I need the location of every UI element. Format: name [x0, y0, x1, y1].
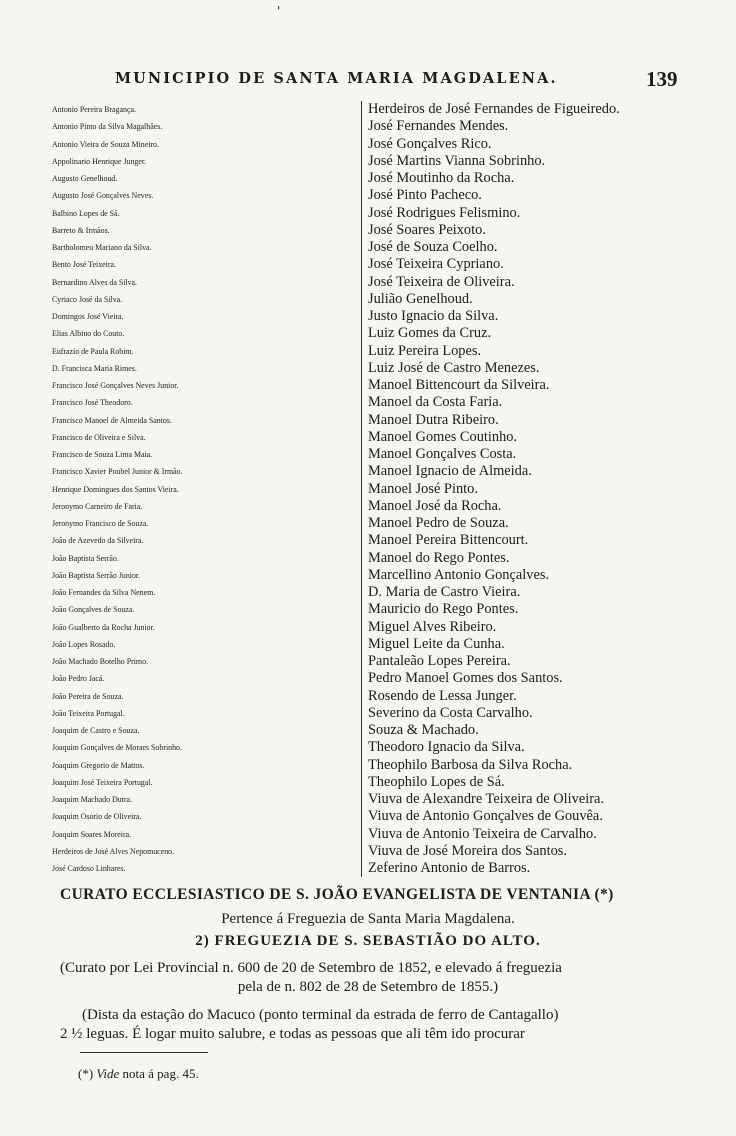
footnote-rule — [80, 1052, 208, 1053]
list-item: Viuva de José Moreira dos Santos. — [368, 842, 567, 859]
list-item: Bartholomeu Mariano da Silva. — [52, 243, 152, 252]
list-item: Manoel Pereira Bittencourt. — [368, 532, 529, 549]
page-header — [0, 67, 736, 92]
list-item: Miguel Leite da Cunha. — [368, 635, 505, 652]
list-item: Francisco de Souza Lima Maia. — [52, 450, 153, 459]
right-name-column — [368, 101, 713, 877]
list-item: Manoel Gonçalves Costa. — [368, 446, 517, 462]
curato-note-line-2: pela de n. 802 de 28 de Setembro de 1855.) — [237, 979, 499, 995]
list-item: Augusto Genelhoud. — [52, 174, 118, 183]
footnote-vide: Vide — [96, 1066, 120, 1081]
list-item: Jeronymo Carneiro de Faria. — [52, 501, 143, 511]
list-item: Marcellino Antonio Gonçalves. — [368, 566, 550, 583]
list-item: Francisco Manoel de Almeida Santos. — [52, 415, 172, 425]
list-item: Joaquim Gregorio de Mattos. — [52, 760, 145, 770]
list-item: José Fernandes Mendes. — [368, 118, 509, 135]
list-item: Manoel do Rego Pontes. — [368, 549, 510, 566]
list-item: Augusto José Gonçalves Neves. — [52, 191, 154, 201]
list-item: João Gonçalves de Souza. — [52, 605, 135, 615]
list-item: João de Azevedo da Silveira. — [52, 536, 144, 546]
list-item: Appolinario Henrique Junger. — [52, 156, 147, 166]
list-item: Viuva de Antonio Teixeira de Carvalho. — [368, 825, 597, 842]
list-item: José Rodrigues Felismino. — [368, 204, 521, 221]
list-item: José Gonçalves Rico. — [368, 135, 492, 152]
list-item: Manoel Ignacio de Almeida. — [368, 463, 532, 480]
list-item: Manoel José da Rocha. — [368, 497, 502, 514]
column-divider — [361, 101, 362, 877]
list-item: Antonio Pereira Bragança. — [52, 105, 136, 114]
list-item: Francisco José Gonçalves Neves Junior. — [52, 381, 179, 390]
list-item: Theophilo Lopes de Sá. — [368, 773, 505, 790]
list-item: João Baptista Serrão Junior. — [52, 570, 141, 580]
list-item: João Teixeira Portugal. — [52, 708, 125, 718]
list-item: José Moutinho da Rocha. — [368, 170, 515, 186]
list-item: Herdeiros de José Fernandes de Figueiredo. — [368, 101, 620, 117]
list-item: D. Maria de Castro Vieira. — [368, 584, 521, 600]
list-item: Manoel Dutra Ribeiro. — [368, 411, 499, 428]
footnote-text: nota á pag. 45. — [122, 1066, 199, 1081]
footnote — [78, 1066, 199, 1082]
list-item: Julião Genelhoud. — [368, 290, 473, 307]
list-item: Mauricio do Rego Pontes. — [368, 601, 519, 618]
list-item: João Pereira de Souza. — [52, 691, 124, 701]
list-item: João Fernandes da Silva Nenem. — [52, 588, 156, 597]
list-item: José Cardoso Linhares. — [52, 864, 126, 873]
list-item: Viuva de Antonio Gonçalves de Gouvêa. — [368, 808, 603, 825]
section-subtitle: Pertence á Freguezia de Santa Maria Magdalena. — [221, 911, 515, 927]
list-item: Francisco de Oliveira e Silva. — [52, 432, 146, 442]
list-item: Theophilo Barbosa da Silva Rocha. — [368, 756, 573, 773]
distance-paragraph-line-2: 2 ½ leguas. É logar muito salubre, e todas as pessoas que ali têm ido procurar — [60, 1026, 525, 1042]
list-item: Rosendo de Lessa Junger. — [368, 687, 517, 704]
list-item: José de Souza Coelho. — [368, 239, 498, 255]
list-item: Domingos José Vieira. — [52, 312, 124, 321]
list-item: Antonio Pinto da Silva Magalhães. — [52, 122, 163, 132]
list-item: Pedro Manoel Gomes dos Santos. — [368, 670, 563, 687]
list-item: Joaquim Machado Dutra. — [52, 795, 132, 804]
stray-mark: ' — [277, 4, 281, 18]
list-item: Balbino Lopes de Sá. — [52, 208, 120, 218]
list-item: Francisco Xavier Poubel Junior & Irmão. — [52, 467, 183, 477]
list-item: Severino da Costa Carvalho. — [368, 704, 533, 721]
list-item: João Baptista Serrão. — [52, 553, 119, 563]
list-item: Souza & Machado. — [368, 722, 479, 738]
list-item: Bernardino Alves da Silva. — [52, 277, 138, 287]
page-number: 139 — [646, 67, 678, 91]
list-item: Joaquim José Teixeira Portugal. — [52, 777, 153, 787]
list-item: D. Francisca Maria Rimes. — [52, 363, 137, 373]
parish-heading: 2) FREGUEZIA DE S. SEBASTIÃO DO ALTO. — [195, 933, 541, 949]
list-item: Luiz Gomes da Cruz. — [368, 325, 492, 342]
list-item: Bento José Teixeira. — [52, 260, 116, 270]
list-item: Joaquim Gonçalves de Moraes Sobrinho. — [52, 743, 182, 753]
section-heading: CURATO ECCLESIASTICO DE S. JOÃO EVANGELISTA DE VENTANIA (*) — [60, 886, 614, 903]
list-item: Manoel Bittencourt da Silveira. — [368, 377, 550, 393]
distance-paragraph-line-1: (Dista da estação do Macuco (ponto terminal da estrada de ferro de Cantagallo) — [82, 1007, 559, 1023]
curato-note-line-1: (Curato por Lei Provincial n. 600 de 20 de Setembro de 1852, e elevado á freguezia — [60, 960, 562, 976]
list-item: José Martins Vianna Sobrinho. — [368, 152, 546, 169]
list-item: Cyriaco José da Silva. — [52, 294, 123, 304]
list-item: José Teixeira de Oliveira. — [368, 273, 515, 290]
list-item: Justo Ignacio da Silva. — [368, 308, 499, 324]
list-item: João Lopes Rosado. — [52, 639, 116, 649]
list-item: Eufrazio de Paula Robim. — [52, 346, 134, 356]
list-item: Joaquim de Castro e Souza. — [52, 726, 140, 735]
list-item: Viuva de Alexandre Teixeira de Oliveira. — [368, 791, 605, 807]
list-item: Zeferino Antonio de Barros. — [368, 860, 531, 876]
list-item: José Soares Peixoto. — [368, 221, 486, 238]
list-item: Elias Albino do Couto. — [52, 329, 125, 339]
list-item: João Gualberto da Rocha Junior. — [52, 622, 155, 632]
list-item: Manoel José Pinto. — [368, 480, 478, 497]
list-item: Miguel Alves Ribeiro. — [368, 618, 497, 635]
list-item: José Pinto Pacheco. — [368, 187, 482, 204]
list-item: João Machado Botelho Primo. — [52, 657, 148, 666]
page-title: MUNICIPIO DE SANTA MARIA MAGDALENA. — [115, 70, 558, 87]
list-item: João Pedro Jacá. — [52, 674, 105, 684]
list-item: Manoel Pedro de Souza. — [368, 515, 509, 531]
list-item: Manoel Gomes Coutinho. — [368, 428, 518, 445]
list-item: Antonio Vieira de Souza Mineiro. — [52, 139, 159, 149]
list-item: Luiz José de Castro Menezes. — [368, 359, 540, 376]
footnote-marker: (*) — [78, 1066, 94, 1081]
list-item: Theodoro Ignacio da Silva. — [368, 739, 525, 756]
list-item: Barreto & Irmãos. — [52, 225, 110, 235]
list-item: Jeronymo Francisco de Souza. — [52, 519, 149, 528]
left-name-column — [52, 101, 360, 877]
list-item: Manoel da Costa Faria. — [368, 394, 503, 411]
list-item: Herdeiros de José Alves Nepomuceno. — [52, 846, 175, 856]
list-item: José Teixeira Cypriano. — [368, 256, 504, 273]
list-item: Luiz Pereira Lopes. — [368, 342, 482, 359]
list-item: Joaquim Osorio de Oliveira. — [52, 812, 142, 822]
list-item: Joaquim Soares Moreira. — [52, 829, 132, 839]
list-item: Pantaleão Lopes Pereira. — [368, 653, 511, 669]
list-item: Henrique Domingues dos Santos Vieira. — [52, 484, 179, 494]
list-item: Francisco José Theodoro. — [52, 398, 133, 408]
